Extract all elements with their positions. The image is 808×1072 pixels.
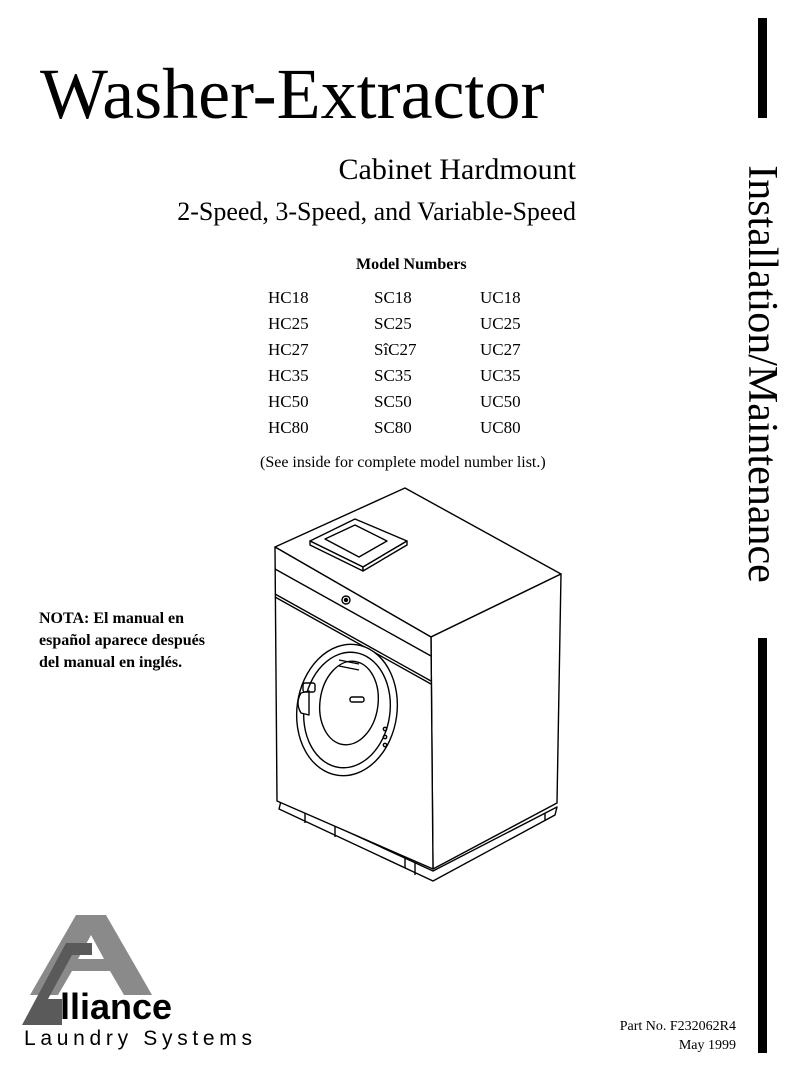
subtitle: Cabinet Hardmount: [338, 153, 576, 186]
publication-date: May 1999: [678, 1038, 736, 1053]
model-row: [268, 337, 586, 363]
model-number: SC35: [374, 366, 412, 385]
spanish-manual-note: [39, 608, 239, 674]
model-number: SC50: [374, 392, 412, 411]
alliance-wordmark: lliance: [60, 986, 173, 1027]
model-number: UC35: [480, 366, 521, 385]
model-list-note: (See inside for complete model number list.): [260, 454, 546, 471]
model-numbers-heading: Model Numbers: [356, 256, 467, 273]
model-number: SC18: [374, 288, 412, 307]
washer-extractor-illustration: [255, 485, 575, 895]
model-number: UC50: [480, 392, 521, 411]
side-section-title: Installation/Maintenance: [739, 165, 785, 583]
alliance-tagline: Laundry Systems: [24, 1027, 252, 1050]
model-row: [268, 311, 586, 337]
part-number-block: [620, 1017, 736, 1055]
nota-line: NOTA: El manual en: [39, 610, 185, 627]
model-number: HC27: [268, 340, 309, 359]
model-row: [268, 415, 586, 441]
nota-line: del manual en inglés.: [39, 654, 183, 671]
model-number: HC18: [268, 288, 309, 307]
model-number: UC25: [480, 314, 521, 333]
model-number: UC18: [480, 288, 521, 307]
model-row: [268, 363, 586, 389]
model-number: HC25: [268, 314, 309, 333]
model-row: [268, 389, 586, 415]
model-number: HC35: [268, 366, 309, 385]
model-number: UC80: [480, 418, 521, 437]
alliance-logo: [22, 915, 262, 1051]
model-number: UC27: [480, 340, 521, 359]
model-number: HC80: [268, 418, 309, 437]
model-number: SC80: [374, 418, 412, 437]
page-title: Washer-Extractor: [40, 54, 545, 134]
model-number-grid: [268, 285, 586, 441]
model-row: [268, 285, 586, 311]
side-rule-top: [758, 18, 767, 118]
nota-line: español aparece después: [39, 632, 205, 649]
model-number: SC25: [374, 314, 412, 333]
model-number: HC50: [268, 392, 309, 411]
side-rule-bottom: [758, 638, 767, 1053]
model-number: SîC27: [374, 340, 417, 359]
part-number: Part No. F232062R4: [619, 1019, 736, 1034]
subtitle-speed-variants: 2-Speed, 3-Speed, and Variable-Speed: [177, 197, 576, 226]
